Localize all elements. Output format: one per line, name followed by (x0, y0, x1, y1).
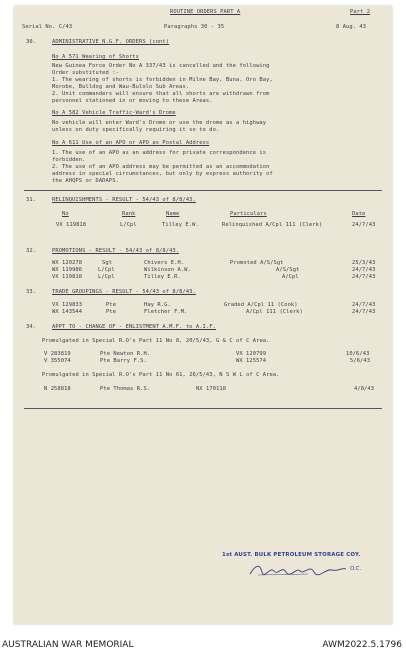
table-cell: Fletcher F.M. (144, 309, 188, 315)
unit-stamp: 1st AUST. BULK PETROLEUM STORAGE COY. (222, 552, 361, 558)
table-cell: Hay R.G. (144, 302, 171, 308)
table-cell: Tilley E.W. (162, 222, 199, 228)
table-cell: Chivers E.H. (144, 260, 185, 266)
order-571-line: 2. Unit commanders will ensure that all shorts are withdrawn from (52, 91, 270, 97)
para-30-heading: ADMINISTRATIVE N.G.F. ORDERS (cont) (52, 39, 170, 45)
archive-credit: AUSTRALIAN WAR MEMORIAL (2, 640, 134, 650)
table-cell: 24/7/43 (352, 274, 376, 280)
order-611-line: 2. The use of an APO address may be permitted as an accommodation (52, 164, 270, 170)
table-cell: 10/6/43 (346, 351, 370, 357)
table-cell: WX 143544 (52, 309, 83, 315)
table-cell: Relinquished A/Cpl 111 (Clerk) (222, 222, 323, 228)
order-571-line: Morobe, Bulldog and Wau-Bulolo Sub Areas. (52, 84, 190, 90)
divider (24, 190, 382, 191)
table-cell: L/Cpl (120, 222, 137, 228)
order-611-line: address in special circumstances, but only by express authority of (52, 171, 273, 177)
para-32-number: 32. (26, 248, 37, 254)
para-32-heading: PROMOTIONS - RESULT - 54/43 of 8/8/43. (52, 248, 180, 254)
table-cell: Graded A/Cpl 11 (Cook) (224, 302, 298, 308)
order-611-line: the AHQPS or DADAPS. (52, 178, 119, 184)
table-cell: VX 120799 (236, 351, 267, 357)
para-34-number: 34. (26, 324, 37, 330)
table-cell: A/Cpl (282, 274, 299, 280)
promulgation-line: Promulgated in Special R.O's Part 11 No 8, 20/5/43, G & C of C Area. (42, 338, 270, 344)
table-cell: Pte Newton R.H. (100, 351, 151, 357)
order-571-line: New Guinea Force Order No A 337/43 is cancelled and the following (52, 63, 270, 69)
table-cell: VX 129833 (52, 302, 83, 308)
order-611-line: 1. The use of an APO as an address for private correspondence is (52, 150, 267, 156)
para-33-number: 33. (26, 289, 37, 295)
table-cell: V 355074 (44, 358, 71, 364)
table-cell: VX 119818 (56, 222, 87, 228)
table-cell: Pte Thomas R.S. (100, 386, 151, 392)
order-date: 8 Aug. 43 (336, 24, 367, 30)
col-header-date: Date (352, 211, 366, 217)
table-cell: 24/7/43 (352, 222, 376, 228)
table-cell: 24/7/43 (352, 267, 376, 273)
table-cell: NX 170118 (196, 386, 227, 392)
order-571-line: 1. The wearing of shorts is forbidden in Milne Bay, Buna, Oro Bay, (52, 77, 273, 83)
para-34-heading: APPT TO - CHANGE OF - ENLISTMENT A.M.F. to A.I.F. (52, 324, 216, 330)
oc-label: O.C. (350, 566, 362, 572)
table-cell: Promoted A/S/Sgt (230, 260, 284, 266)
table-cell: WX 120278 (52, 260, 83, 266)
order-582-line: unless on duty specifically requiring it so to do. (52, 127, 220, 133)
table-cell: L/Cpl (98, 274, 115, 280)
table-cell: Pte (106, 309, 117, 315)
document-page (14, 6, 392, 624)
table-cell: 25/3/43 (352, 260, 376, 266)
para-31-heading: RELINQUISHMENTS - RESULT - 54/43 of 8/8/43. (52, 197, 196, 203)
table-cell: 5/6/43 (350, 358, 371, 364)
table-cell: 24/7/43 (352, 302, 376, 308)
order-571-line: Order substituted :- (52, 70, 119, 76)
table-cell: Tilley E.R. (144, 274, 181, 280)
order-611-line: forbidden. (52, 157, 86, 163)
table-cell: A/Cpl 111 (Clerk) (246, 309, 303, 315)
paragraphs-range: Paragraphs 30 - 35 (164, 24, 225, 30)
table-cell: L/Cpl (98, 267, 115, 273)
order-571-heading: No A 571 Wearing of Shorts (52, 54, 139, 60)
serial-number: Serial No. C/43 (22, 24, 73, 30)
order-582-line: No vehicle will enter Ward's Drome or use the drome as a highway (52, 120, 267, 126)
table-cell: Sgt (102, 260, 113, 266)
table-cell: WX 119986 (52, 267, 83, 273)
table-cell: 24/7/43 (352, 309, 376, 315)
col-header-particulars: Particulars (230, 211, 267, 217)
doc-title: ROUTINE ORDERS PART A (170, 9, 241, 15)
order-571-line: personnel stationed in or moving to these Areas. (52, 98, 213, 104)
promulgation-line: Promulgated in Special R.O's Part 11 No 61, 26/5/43, N S W L of C Area. (42, 372, 280, 378)
table-cell: Wilkinson A.W. (144, 267, 191, 273)
table-cell: 4/8/43 (354, 386, 375, 392)
table-cell: Pte Barry F.S. (100, 358, 147, 364)
part-number: Part 2 (350, 9, 371, 15)
table-cell: WX 125574 (236, 358, 267, 364)
table-cell: N 258818 (44, 386, 71, 392)
para-31-number: 31. (26, 197, 37, 203)
signature (248, 562, 348, 578)
para-33-heading: TRADE GROUPINGS - RESULT - 54/43 of 8/8/43. (52, 289, 196, 295)
archive-reference: AWM2022.5.1796 (322, 640, 402, 650)
table-cell: Pte (106, 302, 117, 308)
col-header-rank: Rank (122, 211, 136, 217)
order-611-heading: No A 611 Use of an APO or APO as Postal Address (52, 140, 210, 146)
order-582-heading: No A 582 Vehicle Traffic-Ward's Drome (52, 110, 176, 116)
para-30-number: 30. (26, 39, 37, 45)
divider (24, 408, 382, 409)
table-cell: A/S/Sgt (276, 267, 300, 273)
col-header-no: No (62, 211, 69, 217)
table-cell: V 283819 (44, 351, 71, 357)
table-cell: VX 119818 (52, 274, 83, 280)
col-header-name: Name (166, 211, 180, 217)
